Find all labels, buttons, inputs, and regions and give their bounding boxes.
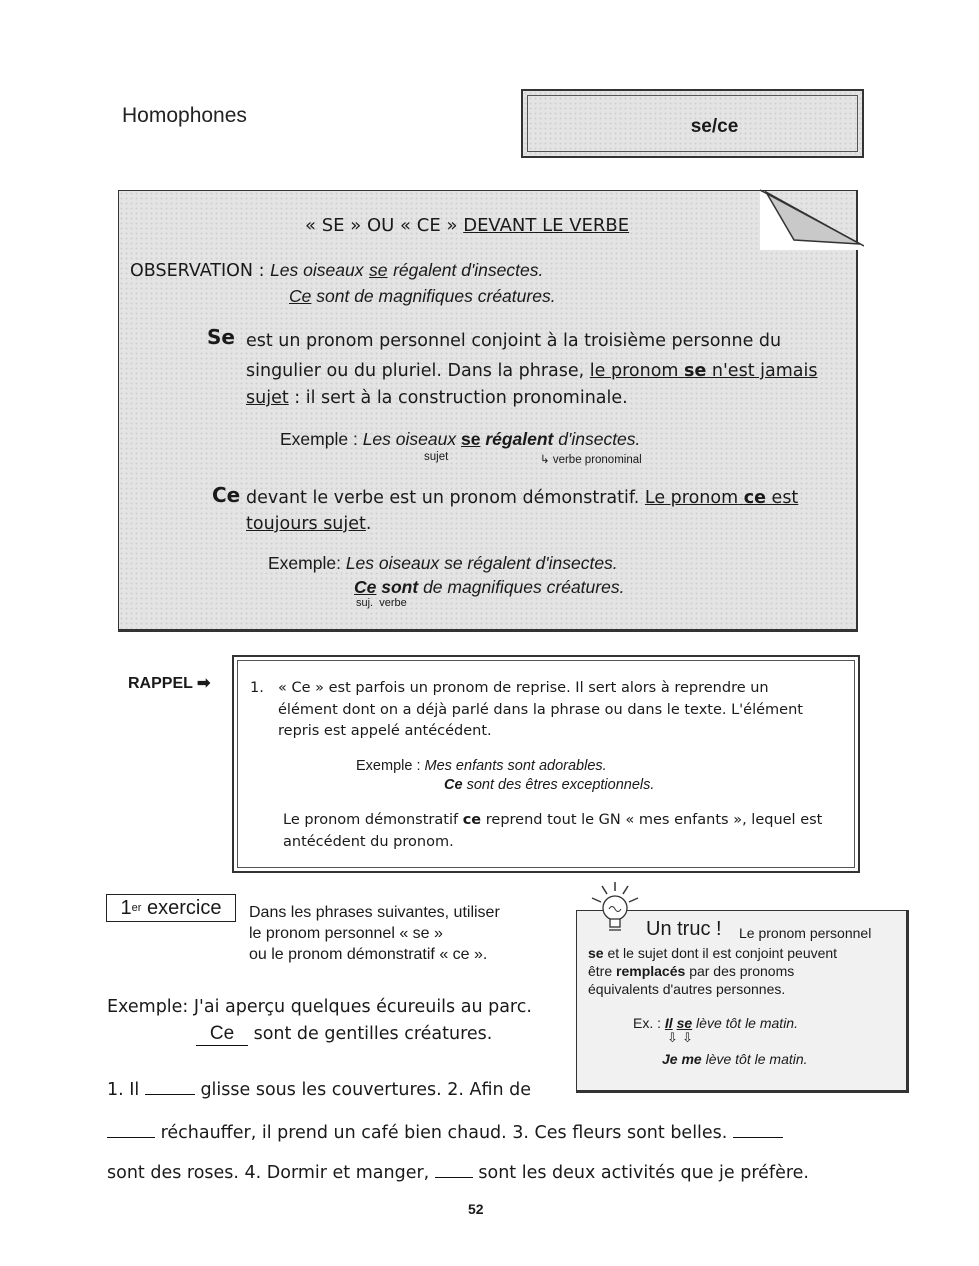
section-title: Homophones	[122, 104, 247, 127]
tip-line-1: Le pronom personnel	[739, 925, 872, 941]
rappel-explanation-line-2: antécédent du pronom.	[283, 834, 454, 850]
tip-example-line-2: Je me lève tôt le matin.	[662, 1051, 808, 1067]
exercise-instructions: Dans les phrases suivantes, utiliser le pronom personnel « se » ou le pronom démonstratif « ce ».	[249, 904, 500, 963]
rappel-explanation-line-1: Le pronom démonstratif ce reprend tout le GN « mes enfants », lequel est	[283, 812, 823, 828]
answer-blank-4[interactable]	[435, 1161, 473, 1178]
observation-line-1: OBSERVATION : Les oiseaux se régalent d'insectes.	[130, 260, 544, 281]
ce-keyword: Ce	[212, 483, 241, 507]
ce-rule-line-1: devant le verbe est un pronom démonstratif. Le pronom ce est	[246, 488, 799, 508]
se-example-note-subject: sujet	[424, 451, 449, 463]
rappel-line-3: repris est appelé antécédent.	[278, 723, 492, 739]
exercise-question-line-1: 1. Il glisse sous les couvertures. 2. Afin de	[107, 1080, 532, 1100]
se-rule-line-3: sujet : il sert à la construction pronominale.	[246, 388, 628, 408]
rappel-line-2: élément dont on a déjà parlé dans la phrase ou dans le texte. L'élément	[278, 702, 803, 718]
exercise-example-line-1: Exemple: J'ai aperçu quelques écureuils au parc.	[107, 997, 532, 1017]
rule-heading: « SE » OU « CE » DEVANT LE VERBE	[305, 215, 630, 236]
ce-rule-line-2: toujours sujet.	[246, 514, 372, 534]
ce-example-line-2: Ce sont de magnifiques créatures.	[354, 577, 625, 597]
lightbulb-icon	[588, 878, 642, 938]
tip-body: se et le sujet dont il est conjoint peuvent être remplacés par des pronoms équivalents d'autres personnes.	[588, 945, 838, 997]
exercise-question-line-3: sont des roses. 4. Dormir et manger, sont les deux activités que je préfère.	[107, 1163, 809, 1183]
answer-blank-2[interactable]	[107, 1121, 155, 1138]
page-number: 52	[468, 1201, 484, 1217]
exercise-question-line-2: réchauffer, il prend un café bien chaud. 3. Ces fleurs sont belles.	[107, 1120, 783, 1147]
ce-example-notes: suj. verbe	[356, 597, 407, 609]
rappel-example-line-1: Exemple : Mes enfants sont adorables.	[356, 758, 607, 774]
se-rule-line-1: est un pronom personnel conjoint à la troisième personne du	[246, 331, 782, 351]
tip-example-line-1: Ex. : Il se lève tôt le matin.	[633, 1015, 798, 1031]
answer-blank-1[interactable]	[145, 1078, 195, 1095]
title-label: se/ce	[690, 115, 739, 137]
exercise-tag: 1 er exercice	[106, 894, 236, 922]
se-example-note-verb: ↳ verbe pronominal	[540, 454, 642, 466]
exercise-example-line-2: Ce sont de gentilles créatures.	[196, 1021, 492, 1048]
rappel-line-1: « Ce » est parfois un pronom de reprise. Il sert alors à reprendre un	[278, 680, 769, 696]
rappel-example-line-2: Ce sont des êtres exceptionnels.	[444, 777, 655, 793]
ce-example-line-1: Exemple: Les oiseaux se régalent d'insectes.	[268, 553, 618, 573]
rappel-number: 1.	[250, 680, 264, 696]
se-rule-line-2: singulier ou du pluriel. Dans la phrase, le pronom se n'est jamais	[246, 361, 818, 381]
rappel-label: RAPPEL ➡	[128, 675, 211, 692]
se-example: Exemple : Les oiseaux se régalent d'insectes.	[280, 429, 641, 449]
title-box	[521, 89, 864, 158]
page-fold-corner	[760, 188, 864, 250]
title-box-inner	[527, 95, 858, 152]
tip-arrows: ⇩ ⇩	[667, 1031, 693, 1046]
tip-title: Un truc !	[646, 918, 722, 940]
se-keyword: Se	[207, 325, 235, 349]
answer-blank-3[interactable]	[733, 1121, 783, 1138]
observation-line-2: Ce sont de magnifiques créatures.	[289, 286, 556, 306]
